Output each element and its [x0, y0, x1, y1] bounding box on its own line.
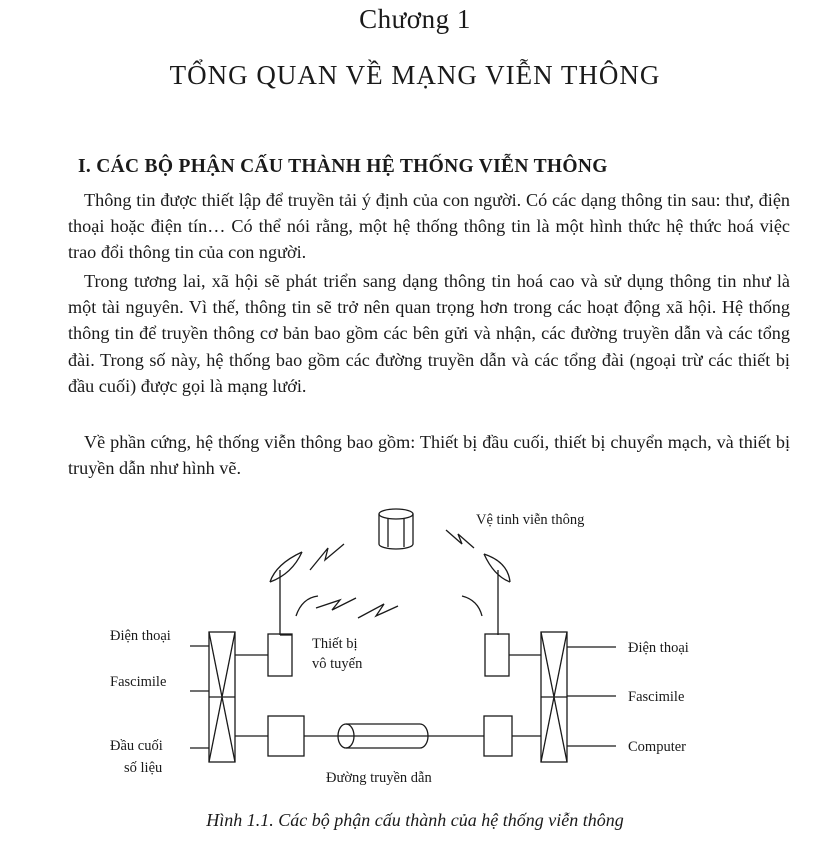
left-inner-dish-icon	[296, 596, 318, 616]
right-transmission-unit	[484, 716, 512, 756]
radio-link-zigzags	[310, 530, 474, 618]
section-heading: I. CÁC BỘ PHẬN CẤU THÀNH HỆ THỐNG VIỄN THÔNG	[78, 156, 608, 177]
radio-label-line1: Thiết bị	[312, 636, 358, 652]
left-switch-box	[209, 632, 235, 762]
left-radio-unit	[268, 634, 292, 676]
chapter-title: TỔNG QUAN VỀ MẠNG VIỄN THÔNG	[169, 60, 661, 90]
right-label-phone: Điện thoại	[628, 640, 689, 656]
chapter-number: Chương 1	[359, 4, 471, 34]
right-inner-dish-icon	[462, 596, 482, 616]
left-label-phone: Điện thoại	[110, 628, 171, 644]
paragraph-3: Về phần cứng, hệ thống viễn thông bao gồm: Thiết bị đầu cuối, thiết bị chuyển mạch, và thiết bị truyền dẫn như hình vẽ.	[68, 432, 790, 479]
left-antenna-icon	[270, 552, 302, 635]
telecom-system-diagram	[0, 498, 830, 808]
satellite-icon	[379, 509, 413, 549]
right-label-fax: Fascimile	[628, 689, 685, 705]
left-label-fax: Fascimile	[110, 674, 167, 690]
right-radio-unit	[485, 634, 509, 676]
right-label-computer: Computer	[628, 739, 686, 755]
paragraph-1: Thông tin được thiết lập để truyền tải ý định của con người. Có các dạng thông tin sau: thư, điện thoại hoặc điện tín… Có thể nói rằng, một hệ thống thông tin là một hình thức hệ thức hoá việc trao đổi thông tin của con người.	[68, 190, 790, 263]
left-label-data-terminal-2: số liệu	[124, 760, 163, 776]
left-transmission-unit	[268, 716, 304, 756]
radio-label-line2: vô tuyến	[312, 656, 363, 672]
right-switch-box	[541, 632, 567, 762]
paragraph-2: Trong tương lai, xã hội sẽ phát triển sang dạng thông tin hoá cao và sử dụng thông tin như là một tài nguyên. Vì thế, thông tin sẽ trở nên quan trọng hơn trong các hoạt động xã hội. Hệ thống thông tin để truyền thông cơ bản bao gồm các bên gửi và nhận, các đường truyền dẫn và các tổng đài. Trong số này, hệ thống bao gồm các đường truyền dẫn và các tổng đài (ngoại trừ các thiết bị đầu cuối) được gọi là mạng lưới.	[68, 271, 790, 396]
figure-caption: Hình 1.1. Các bộ phận cấu thành của hệ thống viễn thông	[206, 810, 624, 830]
right-antenna-icon	[484, 554, 510, 635]
left-label-data-terminal-1: Đầu cuối	[110, 738, 163, 754]
transmission-label: Đường truyền dẫn	[326, 770, 432, 786]
satellite-label: Vệ tinh viễn thông	[476, 512, 585, 528]
